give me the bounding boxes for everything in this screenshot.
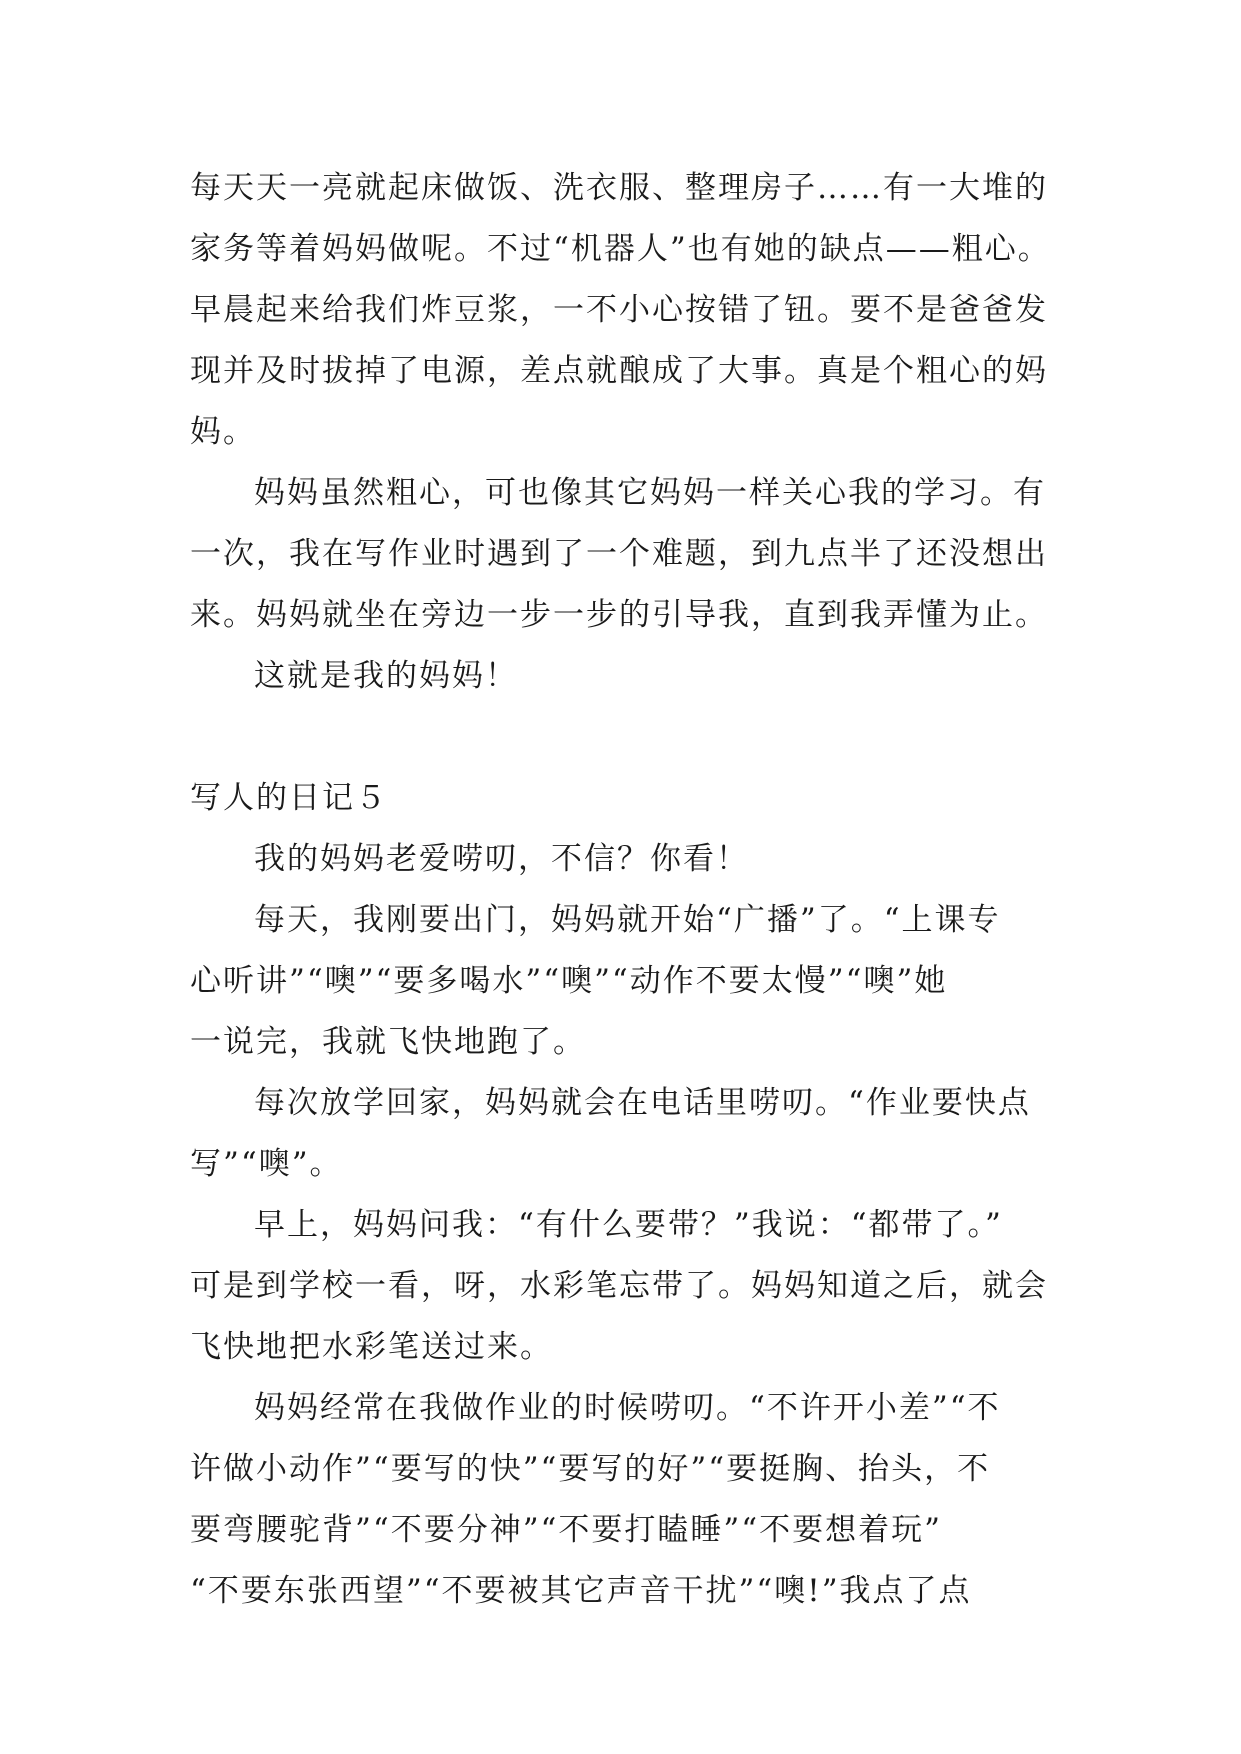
text-line: 一说完，我就飞快地跑了。 bbox=[190, 1024, 586, 1060]
paragraph-phone-call bbox=[190, 1073, 1070, 1195]
text-line: 飞快地把水彩笔送过来。 bbox=[190, 1329, 553, 1365]
paragraph-intro bbox=[190, 829, 1070, 890]
text-line: 来。妈妈就坐在旁边一步一步的引导我，直到我弄懂为止。 bbox=[190, 597, 1048, 633]
text-line: 要弯腰驼背”“不要分神”“不要打瞌睡”“不要想着玩” bbox=[190, 1512, 942, 1548]
paragraph-morning-broadcast bbox=[190, 890, 1070, 1073]
text-line: 每天天一亮就起床做饭、洗衣服、整理房子……有一大堆的 bbox=[190, 170, 1048, 206]
text-line: 早上，妈妈问我：“有什么要带？”我说：“都带了。” bbox=[254, 1207, 1003, 1243]
text-line: 现并及时拔掉了电源，差点就酿成了大事。真是个粗心的妈 bbox=[190, 353, 1048, 389]
text-line: 许做小动作”“要写的快”“要写的好”“要挺胸、抬头，不 bbox=[190, 1451, 991, 1487]
text-line: 一次，我在写作业时遇到了一个难题，到九点半了还没想出 bbox=[190, 536, 1048, 572]
spacer bbox=[190, 707, 1070, 768]
text-line: 早晨起来给我们炸豆浆，一不小心按错了钮。要不是爸爸发 bbox=[190, 292, 1048, 328]
text-line: 每天，我刚要出门，妈妈就开始“广播”了。“上课专 bbox=[254, 902, 1001, 938]
text-line: 妈妈虽然粗心，可也像其它妈妈一样关心我的学习。有 bbox=[254, 475, 1046, 511]
paragraph-household-chores bbox=[190, 158, 1070, 463]
text-line: 心听讲”“噢”“要多喝水”“噢”“动作不要太慢”“噢”她 bbox=[190, 963, 948, 999]
paragraph-watercolor-pens bbox=[190, 1195, 1070, 1378]
text-line: 每次放学回家，妈妈就会在电话里唠叨。“作业要快点 bbox=[254, 1085, 1031, 1121]
text-line: 这就是我的妈妈！ bbox=[254, 658, 518, 694]
text-line: 妈。 bbox=[190, 414, 256, 450]
text-line: 家务等着妈妈做呢。不过“机器人”也有她的缺点——粗心。 bbox=[190, 231, 1051, 267]
text-line: 写”“噢”。 bbox=[190, 1146, 343, 1182]
text-line: “不要东张西望”“不要被其它声音干扰”“噢!”我点了点 bbox=[190, 1573, 972, 1609]
paragraph-homework-nagging bbox=[190, 1378, 1070, 1622]
document-page bbox=[190, 158, 1070, 1622]
paragraph-study-help bbox=[190, 463, 1070, 646]
text-line: 妈妈经常在我做作业的时候唠叨。“不许开小差”“不 bbox=[254, 1390, 1001, 1426]
text-line: 我的妈妈老爱唠叨，不信？你看！ bbox=[254, 841, 749, 877]
text-line: 可是到学校一看，呀，水彩笔忘带了。妈妈知道之后，就会 bbox=[190, 1268, 1048, 1304]
section-title: 写人的日记５ bbox=[190, 780, 388, 816]
paragraph-conclusion bbox=[190, 646, 1070, 707]
